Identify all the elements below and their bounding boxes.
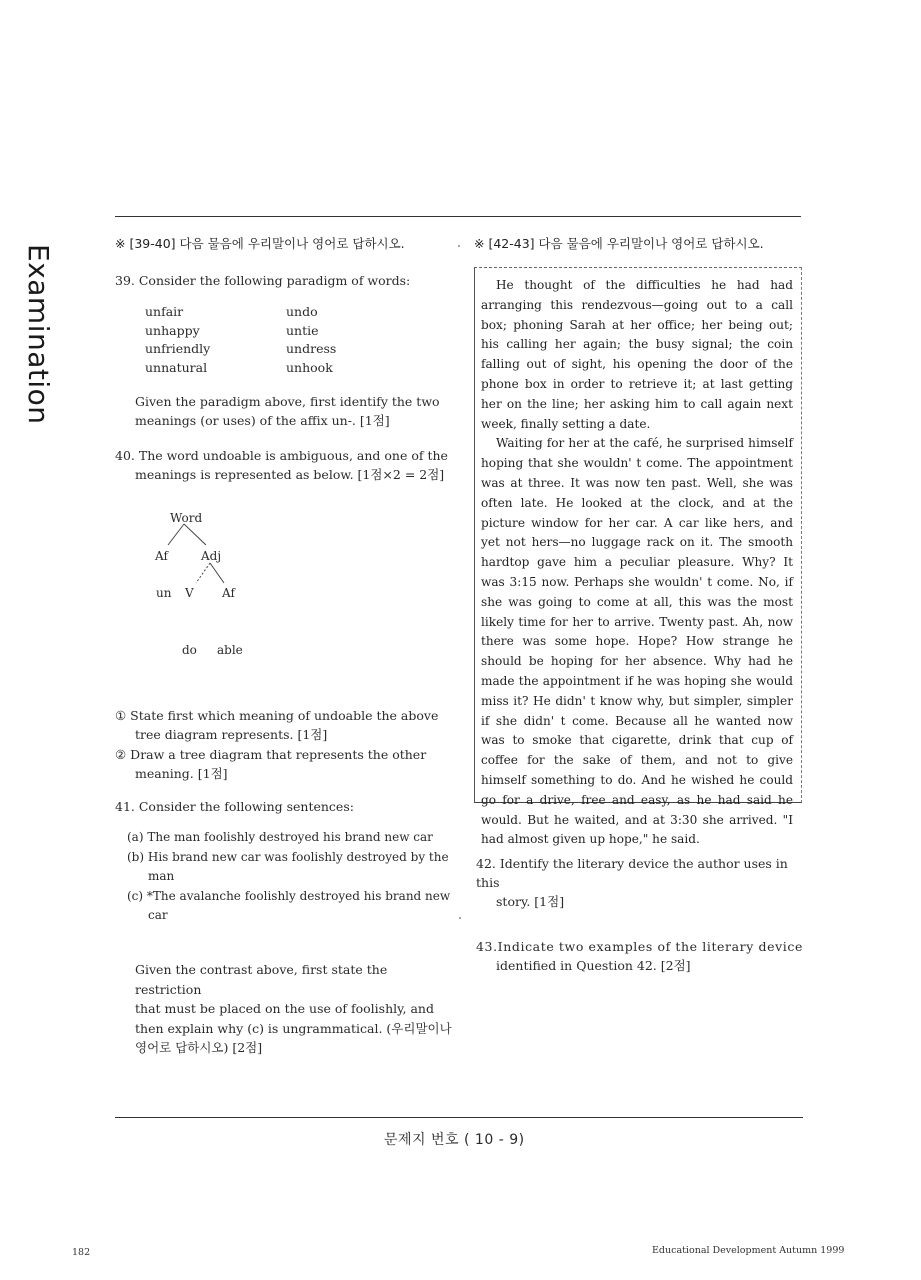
q40-item1 bbox=[115, 706, 455, 744]
tree-branch bbox=[184, 524, 206, 545]
q40-item2 bbox=[115, 745, 455, 783]
tree-branch bbox=[210, 563, 224, 583]
q39-task bbox=[135, 392, 455, 430]
q40-stem bbox=[115, 446, 455, 484]
q39-task-line: Given the paradigm above, first identify the two bbox=[135, 394, 440, 409]
paradigm-word: unhappy bbox=[145, 322, 200, 338]
tree-node-word: Word bbox=[170, 511, 203, 525]
tree-node-af: Af bbox=[222, 586, 235, 600]
page-number: 182 bbox=[72, 1247, 91, 1258]
q41-task bbox=[135, 960, 455, 1058]
q40-item-line: meaning. [1점] bbox=[135, 766, 228, 781]
q42 bbox=[476, 854, 806, 911]
q39-task-line: meanings (or uses) of the affix un-. [1점] bbox=[135, 413, 390, 428]
publication-name: Educational Development Autumn 1999 bbox=[652, 1245, 845, 1256]
q41-task-line: then explain why (c) is ungrammatical. (우리말이나 bbox=[135, 1020, 452, 1036]
sentence-c: (c) *The avalanche foolishly destroyed his brand new bbox=[127, 888, 451, 903]
bottom-rule bbox=[115, 1117, 803, 1118]
q41-task-line: that must be placed on the use of foolishly, and bbox=[135, 1001, 434, 1016]
tree-node-af: Af bbox=[155, 549, 168, 563]
q42-line: story. [1점] bbox=[496, 894, 565, 909]
paradigm-word: undress bbox=[286, 341, 337, 356]
q40-stem-line: meanings is represented as below. [1점×2 = 2점] bbox=[135, 467, 445, 482]
sentence-c-cont: car bbox=[148, 908, 168, 922]
q40-item-line: tree diagram represents. [1점] bbox=[135, 727, 328, 742]
tree-branch bbox=[196, 563, 210, 583]
tree-node-adj: Adj bbox=[201, 549, 222, 563]
q42-line: 42. Identify the literary device the author uses in this bbox=[476, 856, 788, 890]
top-rule bbox=[115, 216, 801, 217]
paradigm-col1 bbox=[145, 303, 210, 377]
paradigm-word: unfair bbox=[145, 304, 184, 319]
paradigm-word: untie bbox=[286, 322, 319, 338]
q43 bbox=[476, 937, 806, 975]
tree-node-do: do bbox=[182, 643, 197, 657]
paradigm-word: unfriendly bbox=[145, 341, 211, 356]
paradigm-word: unnatural bbox=[145, 359, 208, 375]
tree-branch bbox=[168, 524, 184, 545]
sentence-a: (a) The man foolishly destroyed his brand new car bbox=[127, 830, 433, 844]
q41-stem: 41. Consider the following sentences: bbox=[115, 799, 354, 814]
tree-node-able: able bbox=[217, 643, 243, 657]
q40-item-line: ② Draw a tree diagram that represents the other bbox=[115, 747, 427, 762]
sentence-b: (b) His brand new car was foolishly destroyed by the bbox=[127, 849, 449, 864]
tree-node-v: V bbox=[185, 586, 194, 600]
tree-diagram bbox=[140, 505, 280, 665]
paradigm-word: undo bbox=[286, 304, 318, 319]
column-dot bbox=[458, 245, 460, 247]
tree-node-un: un bbox=[156, 586, 172, 600]
paradigm-word: unhook bbox=[286, 359, 333, 375]
q41-task-line: Given the contrast above, first state the restriction bbox=[135, 962, 388, 997]
sheet-number: 문제지 번호 ( 10 - 9) bbox=[384, 1132, 525, 1148]
q40-item-line: ① State first which meaning of undoable the above bbox=[115, 708, 439, 723]
sentence-b-cont: man bbox=[148, 869, 175, 883]
passage-text bbox=[481, 276, 793, 850]
q40-stem-line: 40. The word undoable is ambiguous, and one of the bbox=[115, 448, 448, 463]
side-label: Examination bbox=[22, 244, 55, 425]
right-section-header: ※ [42-43] 다음 물음에 우리말이나 영어로 답하시오. bbox=[474, 236, 764, 251]
column-dot bbox=[459, 917, 461, 919]
q43-line: 43.Indicate two examples of the literary device bbox=[476, 939, 803, 954]
passage-paragraph: Waiting for her at the café, he surprised himself hoping that she wouldn' t come. The appointment was at three. It was now ten past. Well, she was often late. He looked at the clock, and at the picture window for her car. A car like hers, and yet not hers—no luggage rack on it. The smooth hardtop gave him a peculiar pleasure. Why? It was 3:15 now. Perhaps she wouldn' t come. No, if she was going to come at all, this was the most likely time for her to arrive. Twenty past. Ah, now there was some hope. Hope? How strange he should be hoping for her absence. Why had he made the appointment if he was hoping she would miss it? He didn' t know why, but simpler, simpler if she didn' t come. Because all he wanted now was to smoke that cigarette, drink that cup of coffee for the sake of them, and not to give himself something to do. And he wished he could go for a drive, free and easy, as he had said he would. But he waited, and at 3:30 she arrived. "I had almost given up hope," he said. bbox=[481, 436, 793, 847]
paradigm-col2 bbox=[286, 303, 336, 377]
q39-stem: 39. Consider the following paradigm of words: bbox=[115, 273, 411, 288]
q43-line: identified in Question 42. [2점] bbox=[496, 958, 691, 973]
q41-task-line: 영어로 답하시오) [2점] bbox=[135, 1040, 263, 1055]
passage-paragraph: He thought of the difficulties he had had arranging this rendezvous—going out to a call box; phoning Sarah at her office; her being out; his calling her again; the busy signal; the coin falling out of sight, his opening the door of the phone box in order to retrieve it; at last getting her on the line; her asking him to call again next week, finally setting a date. bbox=[481, 278, 793, 431]
left-section-header: ※ [39-40] 다음 물음에 우리말이나 영어로 답하시오. bbox=[115, 236, 405, 251]
q41-sentences bbox=[127, 828, 457, 926]
